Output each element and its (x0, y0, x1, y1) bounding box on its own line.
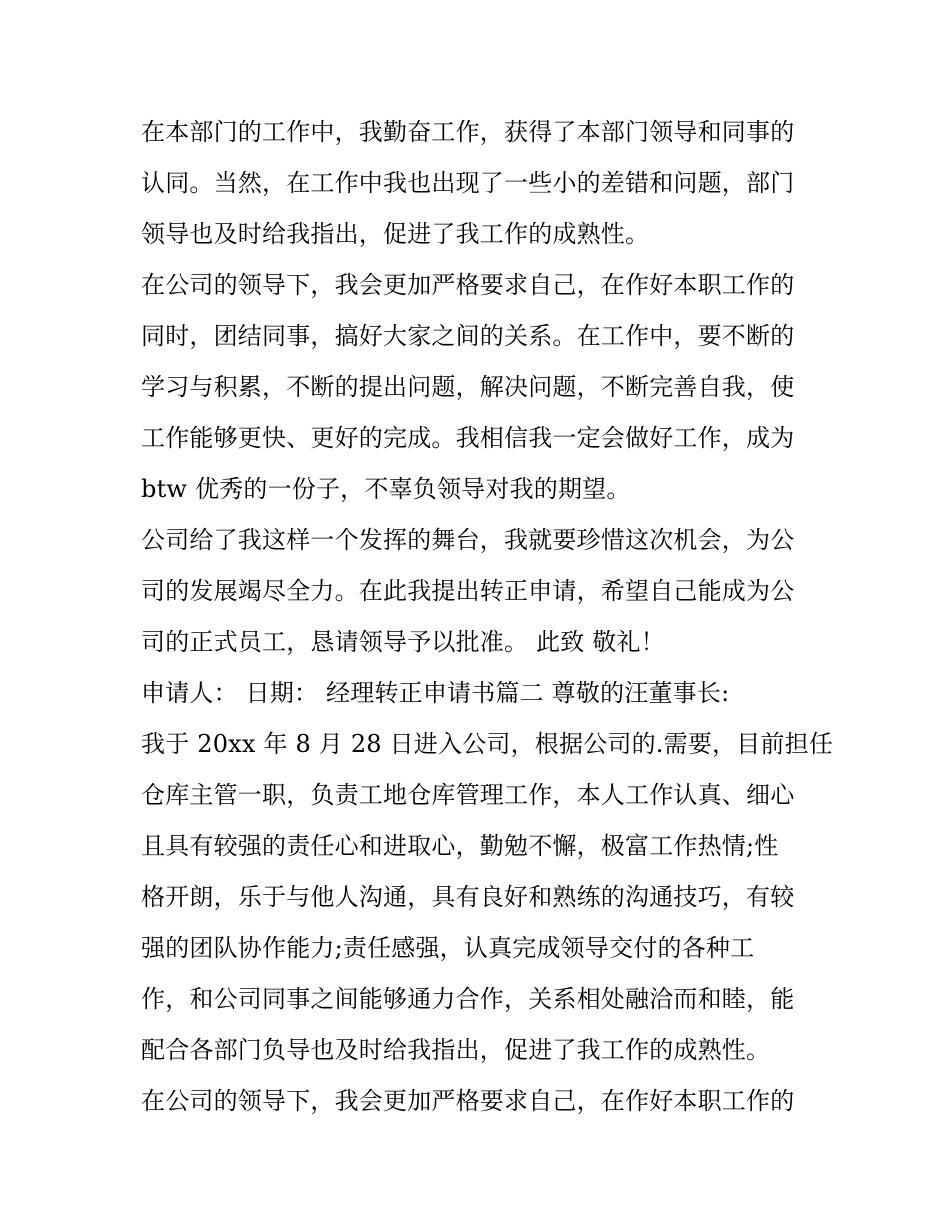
text-line: 格开朗，乐于与他人沟通，具有良好和熟练的沟通技巧，有较 (141, 883, 795, 911)
text-line: 仓库主管一职，负责工地仓库管理工作，本人工作认真、细心 (141, 781, 795, 809)
text-line: 配合各部门负导也及时给我指出，促进了我工作的成熟性。 (141, 1036, 771, 1064)
text-line: 认同。当然，在工作中我也出现了一些小的差错和问题，部门 (141, 169, 795, 197)
text-line: 工作能够更快、更好的完成。我相信我一定会做好工作，成为 (141, 424, 795, 452)
text-line: 公司给了我这样一个发挥的舞台，我就要珍惜这次机会，为公 (141, 526, 795, 554)
text-line: 我于 20xx 年 8 月 28 日进入公司，根据公司的.需要，目前担任 (141, 730, 834, 758)
text-line: 申请人： 日期： 经理转正申请书篇二 尊敬的汪董事长: (141, 679, 730, 707)
text-line: 在公司的领导下，我会更加严格要求自己，在作好本职工作的 (141, 1087, 795, 1115)
body-text (141, 107, 834, 1127)
text-line: 在本部门的工作中，我勤奋工作，获得了本部门领导和同事的 (141, 118, 795, 146)
text-line: 学习与积累，不断的提出问题，解决问题，不断完善自我，使 (141, 373, 795, 401)
text-line: 作，和公司同事之间能够通力合作，关系相处融洽而和睦，能 (141, 985, 795, 1013)
text-line: 领导也及时给我指出，促进了我工作的成熟性。 (141, 220, 650, 248)
text-line: 在公司的领导下，我会更加严格要求自己，在作好本职工作的 (141, 271, 795, 299)
text-line: 司的发展竭尽全力。在此我提出转正申请，希望自己能成为公 (141, 577, 795, 605)
text-line: 同时，团结同事，搞好大家之间的关系。在工作中，要不断的 (141, 322, 795, 350)
text-line: 且具有较强的责任心和进取心，勤勉不懈，极富工作热情;性 (141, 832, 779, 860)
text-line: btw 优秀的一份子，不辜负领导对我的期望。 (141, 475, 631, 503)
text-line: 强的团队协作能力;责任感强，认真完成领导交付的各种工 (141, 934, 755, 962)
text-line: 司的正式员工，恳请领导予以批准。 此致 敬礼！ (141, 628, 665, 656)
